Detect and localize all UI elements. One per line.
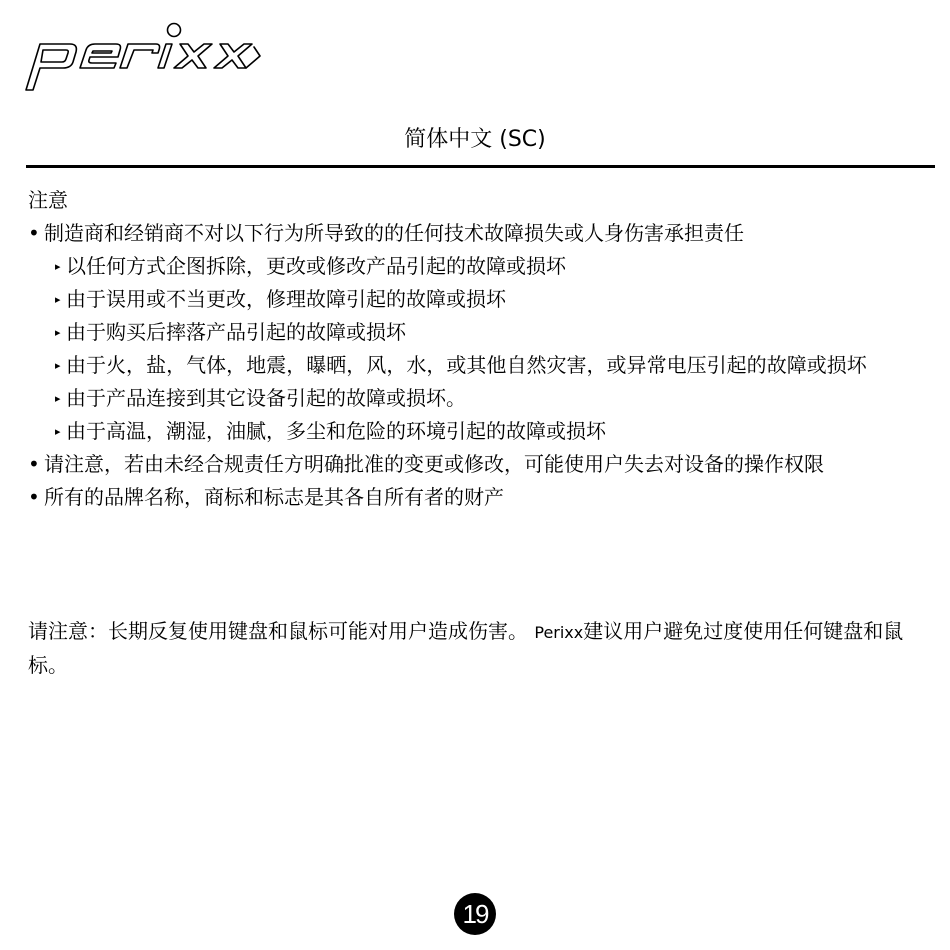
notice-heading: 注意 [28,188,68,212]
list-item-text: 所有的品牌名称，商标和标志是其各自所有者的财产 [44,485,504,509]
sub-list-item: ▸ 由于高温，潮湿，油腻，多尘和危险的环境引起的故障或损坏 [44,415,940,448]
list-item-text: 制造商和经销商不对以下行为所导致的的任何技术故障损失或人身伤害承担责任 [44,221,744,245]
triangle-bullet-icon: ▸ [55,359,61,372]
list-item-text: 请注意，若由未经合规责任方明确批准的变更或修改，可能使用户失去对设备的操作权限 [44,452,824,476]
health-note [28,615,938,682]
list-item [28,448,940,481]
list-item [28,217,940,448]
triangle-bullet-icon: ▸ [55,260,61,273]
sub-list-item: ▸ 由于火，盐，气体，地震，曝晒，风，水，或其他自然灾害，或异常电压引起的故障或损坏 [44,349,940,382]
sub-list [44,250,940,448]
section-title: 简体中文 (SC) [404,127,546,152]
page-number: 19 [454,893,496,935]
triangle-bullet-icon: ▸ [55,326,61,339]
sub-list-item: ▸ 以任何方式企图拆除，更改或修改产品引起的故障或损坏 [44,250,940,283]
perixx-logo [18,18,270,94]
notice-section [28,184,940,514]
sub-list-item: ▸ 由于产品连接到其它设备引起的故障或损坏。 [44,382,940,415]
health-note-text: 请注意：长期反复使用键盘和鼠标可能对用户造成伤害。 [28,619,535,643]
sub-list-item: ▸ 由于购买后摔落产品引起的故障或损坏 [44,316,940,349]
sub-list-item: ▸ 由于误用或不当更改，修理故障引起的故障或损坏 [44,283,940,316]
notice-list [28,217,940,514]
triangle-bullet-icon: ▸ [55,293,61,306]
triangle-bullet-icon: ▸ [55,392,61,405]
title-divider [26,165,935,168]
health-note-text-continued: 建议用户避免过度使用任何键盘和鼠标。 [28,619,904,677]
bullet-icon: • [28,221,40,245]
bullet-icon: • [28,452,40,476]
list-item [28,481,940,514]
bullet-icon: • [28,485,40,509]
triangle-bullet-icon: ▸ [55,425,61,438]
brand-name: Perixx [534,623,584,642]
